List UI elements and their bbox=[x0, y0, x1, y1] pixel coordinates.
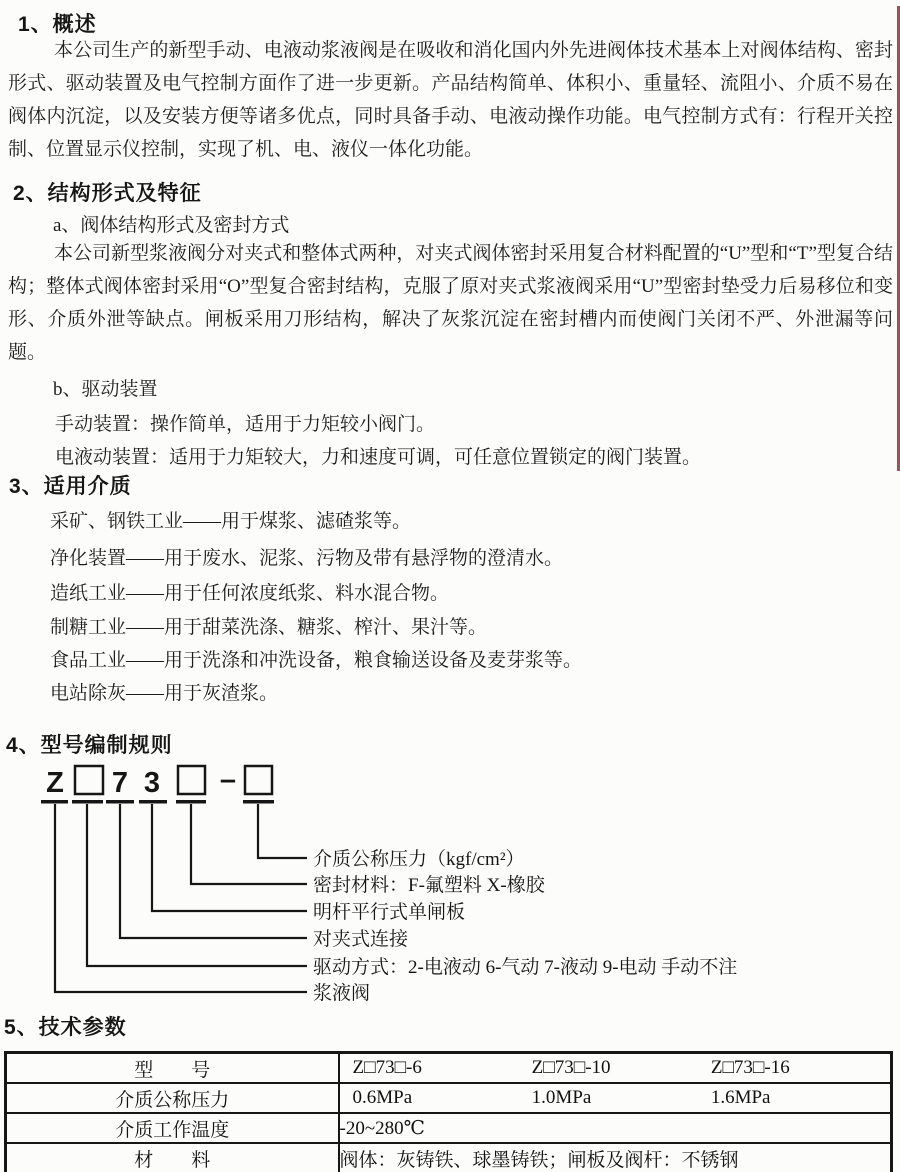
pressure-value-3: 1.6MPa bbox=[710, 1087, 771, 1108]
diagram-label-gate-type: 明杆平行式单闸板 bbox=[313, 902, 466, 923]
tech-params-table bbox=[4, 1051, 893, 1172]
model-code-char-z: Z bbox=[46, 767, 64, 799]
model-code-diagram bbox=[0, 756, 900, 1008]
section-1-heading: 1、概述 bbox=[18, 13, 97, 36]
media-item-food: 食品工业——用于洗涤和冲洗设备，粮食输送设备及麦芽浆等。 bbox=[50, 650, 583, 671]
section-2-sub-b: b、驱动装置 bbox=[53, 379, 158, 400]
connector-line-pressure bbox=[258, 804, 307, 858]
row-label-material: 材 料 bbox=[6, 1143, 339, 1172]
diagram-label-valve-type: 浆液阀 bbox=[313, 983, 371, 1004]
connector-line-valve bbox=[55, 804, 307, 992]
underline bbox=[106, 800, 134, 804]
model-code-dash: – bbox=[219, 764, 237, 796]
section-5-heading: 5、技术参数 bbox=[4, 1016, 127, 1039]
row-label-pressure: 介质公称压力 bbox=[6, 1083, 339, 1113]
diagram-label-seal-material: 密封材料：F-氟塑料 X-橡胶 bbox=[313, 875, 545, 896]
model-value-1: Z□73□-6 bbox=[352, 1057, 422, 1078]
row-label-temperature: 介质工作温度 bbox=[6, 1113, 339, 1143]
underline bbox=[72, 800, 103, 804]
model-code-char-3: 3 bbox=[143, 767, 161, 799]
table-row-material bbox=[6, 1143, 892, 1172]
media-item-sugar: 制糖工业——用于甜菜洗涤、糖浆、榨汁、果汁等。 bbox=[50, 617, 488, 638]
section-4-heading: 4、型号编制规则 bbox=[6, 734, 173, 757]
model-code-char-7: 7 bbox=[111, 767, 129, 799]
model-code-box-seal bbox=[178, 766, 205, 794]
section-2-paragraph: 本公司新型浆液阀分对夹式和整体式两种，对夹式阀体密封采用复合材料配置的“U”型和“T”型复合结构；整体式阀体密封采用“O”型复合密封结构，克服了原对夹式浆液阀采用“U”型密封垫受力后易移位和变形、介质外泄等缺点。闸板采用刀形结构，解决了灰浆沉淀在密封槽内而使阀门关闭不严、外泄漏等问题。 bbox=[8, 243, 893, 363]
temperature-value: -20~280℃ bbox=[339, 1113, 892, 1143]
table-row-temperature bbox=[6, 1113, 892, 1143]
pressure-value-1: 0.6MPa bbox=[352, 1087, 413, 1108]
diagram-label-pressure: 介质公称压力（kgf/cm²） bbox=[313, 849, 525, 870]
section-2-heading: 2、结构形式及特征 bbox=[13, 182, 202, 205]
model-code-box-pressure bbox=[245, 766, 272, 794]
model-value-3: Z□73□-16 bbox=[710, 1057, 790, 1078]
media-item-power-ash: 电站除灰——用于灰渣浆。 bbox=[50, 683, 279, 704]
underline bbox=[41, 800, 68, 804]
manual-device-line: 手动装置：操作简单，适用于力矩较小阀门。 bbox=[55, 414, 436, 435]
diagram-label-connection: 对夹式连接 bbox=[313, 929, 409, 950]
underline bbox=[176, 800, 206, 804]
electrohydraulic-device-line: 电液动装置：适用于力矩较大，力和速度可调，可任意位置锁定的阀门装置。 bbox=[55, 447, 702, 468]
pressure-value-2: 1.0MPa bbox=[531, 1087, 592, 1108]
row-label-model: 型 号 bbox=[6, 1053, 339, 1084]
model-code-box-drive bbox=[75, 766, 103, 794]
media-item-mining: 采矿、钢铁工业——用于煤浆、滤碴浆等。 bbox=[50, 511, 412, 532]
underline bbox=[243, 800, 274, 804]
connector-line-wafer bbox=[120, 804, 307, 938]
table-row-pressure bbox=[6, 1083, 892, 1113]
model-value-2: Z□73□-10 bbox=[531, 1057, 611, 1078]
connector-line-seal bbox=[191, 804, 307, 884]
media-item-purification: 净化装置——用于废水、泥浆、污物及带有悬浮物的澄清水。 bbox=[50, 548, 564, 569]
material-value: 阀体：灰铸铁、球墨铸铁；闸板及阀杆：不锈钢 bbox=[339, 1143, 892, 1172]
section-3-heading: 3、适用介质 bbox=[9, 475, 132, 498]
table-row-model bbox=[6, 1053, 892, 1084]
underline bbox=[139, 800, 167, 804]
section-2-sub-a: a、阀体结构形式及密封方式 bbox=[53, 215, 290, 236]
diagram-label-drive-mode: 驱动方式：2-电液动 6-气动 7-液动 9-电动 手动不注 bbox=[313, 957, 738, 978]
section-1-paragraph: 本公司生产的新型手动、电液动浆液阀是在吸收和消化国内外先进阀体技术基本上对阀体结构、密封形式、驱动装置及电气控制方面作了进一步更新。产品结构简单、体积小、重量轻、流阻小、介质不易在阀体内沉淀，以及安装方便等诸多优点，同时具备手动、电液动操作功能。电气控制方式有：行程开关控制、位置显示仪控制，实现了机、电、液仪一体化功能。 bbox=[8, 40, 893, 160]
media-item-paper: 造纸工业——用于任何浓度纸浆、料水混合物。 bbox=[50, 583, 450, 604]
